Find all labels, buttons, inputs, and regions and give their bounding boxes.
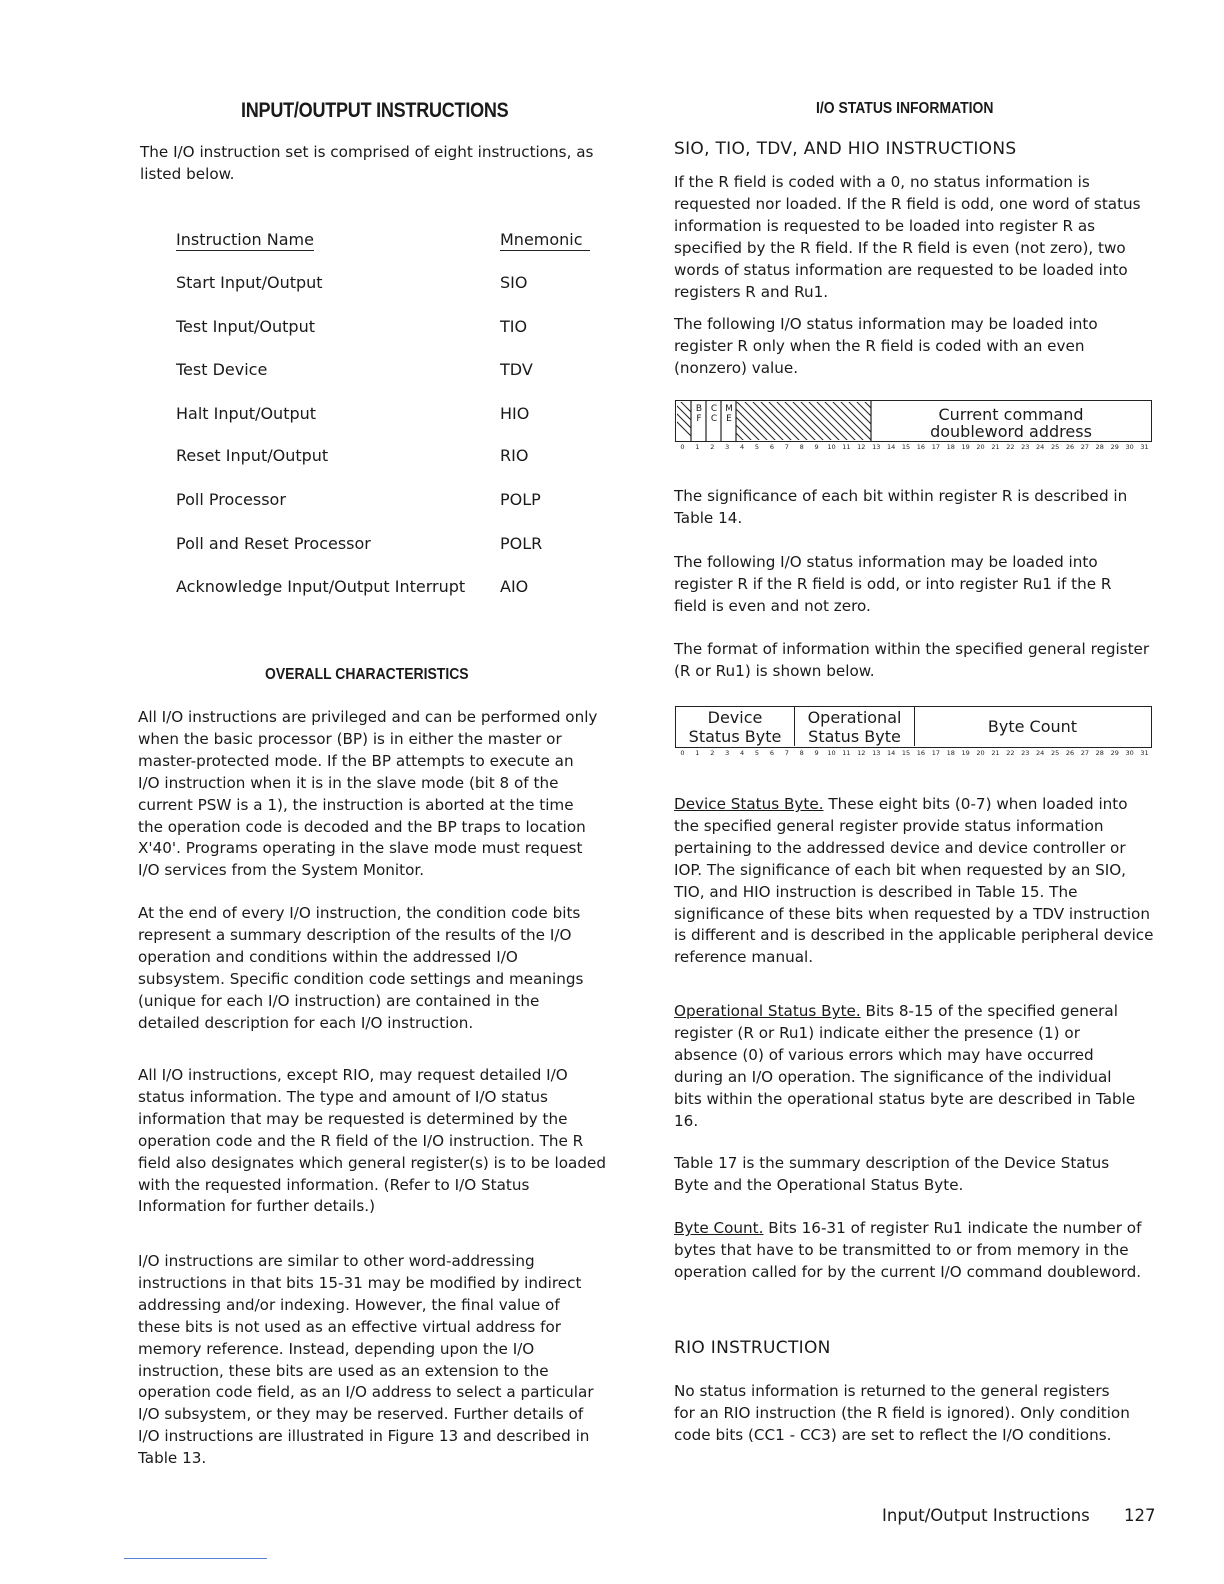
bit-number: 21: [991, 749, 1000, 757]
rio-paragraph: No status information is returned to the general registers for an RIO instruction (the R field is ignored). Only condition code bits (CC1 - CC3) are set to reflect the I/O conditions.: [674, 1382, 1130, 1444]
bit-number: 1: [695, 443, 700, 451]
bit-number: 0: [680, 749, 685, 757]
table-row: [176, 490, 596, 512]
bit-number: 1: [695, 749, 700, 757]
overall-paragraph-1: All I/O instructions are privileged and can be performed only when the basic processor (BP) is in either the master or master-protected mode. If the BP attempts to execute an I/O instruction when it is in the slave mode (bit 8 of the current PSW is a 1), the instruction is aborted at the time the operation code is decoded and the BP traps to location X'40'. Programs operating in the slave mode must request I/O services from the System Monitor.: [138, 708, 598, 880]
flag-letter: F: [696, 414, 702, 424]
instruction-mnemonic: SIO: [500, 273, 528, 292]
flag-b-f: [692, 404, 706, 424]
bit-number: 28: [1095, 443, 1104, 451]
header-mnemonic: Mnemonic: [500, 230, 590, 251]
bit-number: 14: [886, 749, 896, 757]
bit-number: 15: [901, 749, 911, 757]
bit-number: 31: [1140, 749, 1149, 757]
overall-paragraph-4: I/O instructions are similar to other word-addressing instructions in that bits 15-31 may be modified by indirect addressing and/or indexing. However, the final value of these bits is not used as an effective virtual address for memory reference. Instead, depending upon the I/O instruction, these bits are used as an extension to the operation code field, as an I/O address to select a particular I/O subsystem, or they may be reserved. Further details of I/O instructions are illustrated in Figure 13 and described in Table 13.: [138, 1252, 594, 1468]
status-paragraph-1: If the R field is coded with a 0, no status information is requested nor loaded. If the R field is odd, one word of status information is requested to be loaded into register R as specified by the R field. If the R field is even (not zero), two words of status information are requested to be loaded into registers R and Ru1.: [674, 173, 1141, 301]
flag-letter: C: [710, 404, 718, 414]
instruction-mnemonic: HIO: [500, 404, 530, 423]
device-status-byte-cell: [676, 707, 795, 746]
bit-number: 26: [1065, 443, 1075, 451]
bit-number: 8: [799, 749, 804, 757]
table-row: [176, 317, 596, 339]
overall-paragraph-3: All I/O instructions, except RIO, may request detailed I/O status information. The type and amount of I/O status information that may be requested is determined by the operation code and the R field of the I/O instruction. The R field also designates which general register(s) is to be loaded with the requested information. (Refer to I/O Status Information for further details.): [138, 1066, 606, 1216]
bit-number: 6: [769, 749, 774, 757]
flag-letter: E: [726, 414, 732, 424]
flag-letter: C: [710, 414, 718, 424]
instruction-mnemonic: POLR: [500, 534, 543, 553]
status-paragraph-3: The significance of each bit within register R is described in Table 14.: [674, 487, 1128, 527]
byte-count-label: Byte Count.: [674, 1219, 764, 1237]
bit-number: 3: [725, 443, 730, 451]
bit-number: 7: [784, 749, 789, 757]
bit-number: 26: [1065, 749, 1075, 757]
bit-number: 23: [1021, 749, 1030, 757]
instruction-name: Test Input/Output: [176, 317, 315, 336]
byte-count-text: Bits 16-31 of register Ru1 indicate the number of bytes that have to be transmitted to or from memory in the operation called for by the current I/O command doubleword.: [674, 1219, 1142, 1281]
bit-number: 17: [931, 749, 940, 757]
device-status-label: Device Status Byte.: [674, 795, 824, 813]
device-status-text: These eight bits (0-7) when loaded into the specified general register provide status information pertaining to the addressed device and device controller or IOP. The significance of each bit when requested by an SIO, TIO, and HIO instruction is described in Table 15. The significance of these bits when requested by a TDV instruction is different and is described in the applicable peripheral device reference manual.: [674, 795, 1154, 967]
cell-line: Device: [707, 708, 763, 727]
bit-number: 9: [814, 749, 819, 757]
instruction-name: Halt Input/Output: [176, 404, 317, 423]
table-row: [176, 446, 596, 468]
bit-number: 28: [1095, 749, 1104, 757]
instruction-name: Poll Processor: [176, 490, 286, 509]
instruction-mnemonic: AIO: [500, 577, 529, 596]
bit-number: 21: [991, 443, 1000, 451]
byte-count-cell: Byte Count: [987, 717, 1078, 736]
table-row: [176, 534, 596, 556]
status-paragraph-5: The format of information within the specified general register (R or Ru1) is shown below.: [674, 640, 1150, 680]
cell-line: Status Byte: [808, 727, 901, 746]
bit-number: 11: [842, 749, 851, 757]
table-header: [176, 230, 596, 252]
bit-number: 23: [1021, 443, 1030, 451]
bit-number: 19: [961, 443, 970, 451]
bit-number: 20: [976, 749, 985, 757]
bit-number: 3: [725, 749, 730, 757]
bottom-rule: [124, 1558, 267, 1559]
instruction-name: Poll and Reset Processor: [176, 534, 371, 553]
bit-number: 30: [1125, 749, 1134, 757]
bit-number: 7: [784, 443, 789, 451]
cell-line: Status Byte: [688, 727, 782, 746]
rio-subheading: RIO INSTRUCTION: [674, 1338, 831, 1358]
instruction-name: Acknowledge Input/Output Interrupt: [176, 577, 466, 596]
register-box: [675, 706, 1152, 748]
instruction-name: Reset Input/Output: [176, 446, 329, 465]
cell-line: Operational: [807, 708, 902, 727]
bit-number: 25: [1050, 443, 1060, 451]
bit-number: 4: [740, 749, 745, 757]
bit-number: 14: [886, 443, 896, 451]
operational-status-paragraph: [674, 1001, 1144, 1132]
bit-number: 24: [1036, 749, 1045, 757]
instruction-name: Test Device: [176, 360, 268, 379]
instruction-mnemonic: TDV: [500, 360, 533, 379]
command-address-label: [872, 406, 1150, 440]
bit-number: 22: [1006, 443, 1015, 451]
bit-number: 25: [1050, 749, 1060, 757]
bit-number: 17: [931, 443, 940, 451]
operational-status-text: Bits 8-15 of the specified general register (R or Ru1) indicate either the presence (1) or absence (0) of various errors which may have occurred during an I/O operation. The significance of the individual bits within the operational status byte are described in Table 16.: [674, 1002, 1136, 1130]
label-line: doubleword address: [930, 422, 1092, 441]
bit-number: 2: [710, 443, 715, 451]
device-status-paragraph: [674, 794, 1154, 969]
label-line: Current command: [938, 405, 1084, 424]
instruction-name: Start Input/Output: [176, 273, 323, 292]
footer-section-title: Input/Output Instructions: [882, 1506, 1090, 1525]
operational-status-byte-cell: [795, 707, 915, 746]
table17-paragraph: Table 17 is the summary description of the Device Status Byte and the Operational Status Byte.: [674, 1154, 1110, 1194]
instruction-mnemonic: TIO: [500, 317, 528, 336]
bit-number: 8: [799, 443, 804, 451]
bit-number: 10: [827, 443, 836, 451]
flag-letter: M: [725, 404, 733, 414]
table-row: [176, 360, 596, 382]
bit-number: 9: [814, 443, 819, 451]
bit-number: 4: [740, 443, 745, 451]
bit-number: 6: [769, 443, 774, 451]
status-paragraph-4: The following I/O status information may be loaded into register R if the R field is odd, or into register Ru1 if the R field is even and not zero.: [674, 553, 1112, 615]
bit-number: 31: [1140, 443, 1149, 451]
bit-number: 20: [976, 443, 985, 451]
bit-number: 15: [901, 443, 911, 451]
operational-status-label: Operational Status Byte.: [674, 1002, 861, 1020]
bit-number: 29: [1110, 749, 1119, 757]
table-row: [176, 577, 596, 599]
byte-count-paragraph: [674, 1218, 1154, 1284]
sio-subheading: SIO, TIO, TDV, AND HIO INSTRUCTIONS: [674, 139, 1017, 159]
flag-c-c: [707, 404, 721, 424]
bit-number: 16: [916, 749, 926, 757]
bit-number: 24: [1036, 443, 1045, 451]
bit-number: 18: [946, 749, 955, 757]
bit-number: 19: [961, 749, 970, 757]
flag-m-e: [722, 404, 736, 424]
table-row: [176, 404, 596, 426]
bit-number: 5: [754, 443, 760, 451]
bit-number: 13: [872, 443, 881, 451]
instruction-mnemonic: RIO: [500, 446, 529, 465]
bit-number: 11: [842, 443, 851, 451]
bit-number: 0: [680, 443, 685, 451]
bit-number: 27: [1080, 749, 1090, 757]
page-number: 127: [1124, 1506, 1156, 1525]
intro-paragraph: The I/O instruction set is comprised of eight instructions, as listed below.: [140, 143, 594, 183]
bit-number: 5: [754, 749, 760, 757]
instruction-mnemonic: POLP: [500, 490, 541, 509]
bit-number: 12: [857, 443, 866, 451]
bit-scale: [675, 749, 1152, 759]
bit-number: 27: [1080, 443, 1090, 451]
overall-heading: OVERALL CHARACTERISTICS: [265, 666, 469, 683]
bit-number: 12: [857, 749, 866, 757]
status-paragraph-2: The following I/O status information may be loaded into register R only when the R field is coded with an even (nonzero) value.: [674, 315, 1098, 377]
bit-number: 22: [1006, 749, 1015, 757]
bit-number: 13: [872, 749, 881, 757]
status-info-heading: I/O STATUS INFORMATION: [816, 100, 994, 117]
bit-scale: [675, 443, 1152, 453]
table-row: [176, 273, 596, 295]
header-instruction-name: Instruction Name: [176, 230, 314, 249]
section-title: INPUT/OUTPUT INSTRUCTIONS: [241, 99, 509, 122]
bit-number: 10: [827, 749, 836, 757]
register-box: [675, 400, 1152, 442]
bit-number: 29: [1110, 443, 1119, 451]
bit-number: 18: [946, 443, 955, 451]
bit-number: 2: [710, 749, 715, 757]
bit-number: 16: [916, 443, 926, 451]
overall-paragraph-2: At the end of every I/O instruction, the condition code bits represent a summary description of the results of the I/O operation and conditions within the addressed I/O subsystem. Specific condition code settings and meanings (unique for each I/O instruction) are contained in the detailed description for each I/O instruction.: [138, 904, 584, 1032]
bit-number: 30: [1125, 443, 1134, 451]
flag-letter: B: [695, 404, 703, 414]
